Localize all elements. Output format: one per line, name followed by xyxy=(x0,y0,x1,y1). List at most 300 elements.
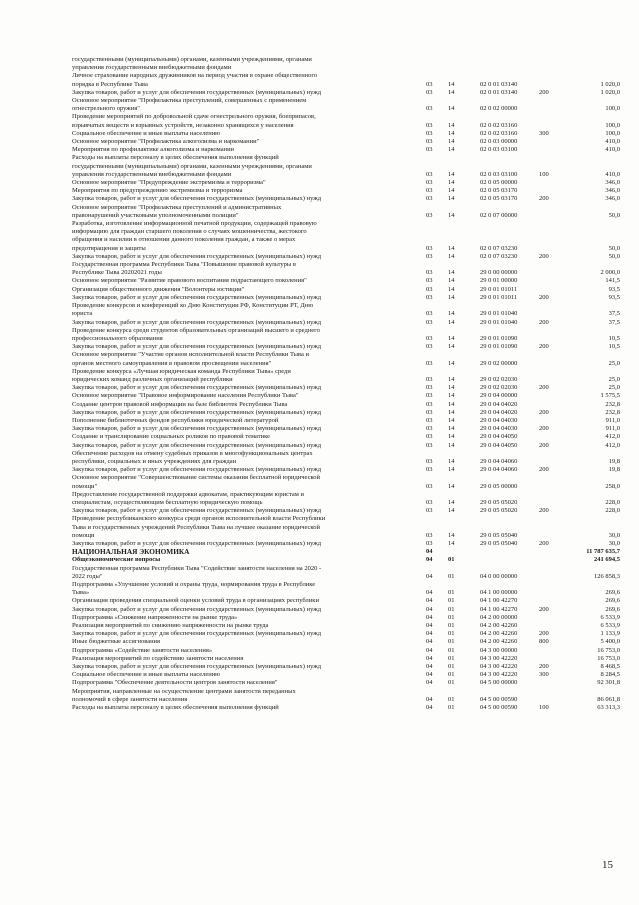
row-section: 03 xyxy=(426,507,433,515)
row-subsection: 14 xyxy=(448,80,455,88)
row-expense-type: 300 xyxy=(539,129,549,137)
row-amount: 10,5 xyxy=(608,334,620,342)
row-target-article: 02 0 02 00000 xyxy=(480,105,518,113)
row-target-article: 04 3 00 00000 xyxy=(480,646,518,654)
row-amount: 25,0 xyxy=(608,384,620,392)
row-subsection: 01 xyxy=(448,630,455,638)
table-row xyxy=(72,195,620,203)
row-target-article: 04 5 00 00590 xyxy=(480,704,518,712)
row-section: 03 xyxy=(426,539,433,547)
row-section: 04 xyxy=(426,548,433,556)
row-expense-type: 200 xyxy=(539,408,549,416)
row-target-article: 02 0 05 00000 xyxy=(480,179,518,187)
row-target-article: 29 0 04 04030 xyxy=(480,425,518,433)
row-subsection: 14 xyxy=(448,121,455,129)
table-row xyxy=(72,450,620,466)
table-row xyxy=(72,417,620,425)
row-amount: 228,0 xyxy=(605,498,620,506)
row-subsection: 14 xyxy=(448,187,455,195)
row-subsection: 01 xyxy=(448,556,455,564)
table-row xyxy=(72,688,620,704)
table-row xyxy=(72,327,620,343)
row-amount: 50,0 xyxy=(608,211,620,219)
table-row xyxy=(72,97,620,113)
row-amount: 410,0 xyxy=(605,146,620,154)
row-amount: 126 858,3 xyxy=(594,572,620,580)
row-target-article: 04 2 00 42260 xyxy=(480,638,518,646)
row-subsection: 14 xyxy=(448,293,455,301)
row-target-article: 04 1 00 42270 xyxy=(480,605,518,613)
row-expense-type: 300 xyxy=(539,671,549,679)
row-subsection: 14 xyxy=(448,252,455,260)
row-subsection: 14 xyxy=(448,318,455,326)
row-section: 03 xyxy=(426,384,433,392)
table-row xyxy=(72,146,620,154)
row-target-article: 29 0 01 01011 xyxy=(480,293,518,301)
row-expense-type: 200 xyxy=(539,195,549,203)
table-row xyxy=(72,425,620,433)
row-name: Мероприятия по предупреждению экстремизма и терроризма xyxy=(72,187,243,195)
row-subsection: 14 xyxy=(448,244,455,252)
row-name: Основное мероприятие "Совершенствование системы оказания бесплатной юридической помощи" xyxy=(72,474,321,490)
row-section: 04 xyxy=(426,556,433,564)
table-row xyxy=(72,663,620,671)
table-row xyxy=(72,556,620,564)
table-row xyxy=(72,294,620,302)
row-amount: 232,8 xyxy=(605,400,620,408)
table-row xyxy=(72,507,620,515)
row-name: Закупка товаров, работ и услуг для обеспечения государственных (муниципальных) нужд xyxy=(72,293,322,301)
row-amount: 25,0 xyxy=(608,375,620,383)
row-target-article: 29 0 01 01011 xyxy=(480,285,518,293)
row-subsection: 14 xyxy=(448,129,455,137)
row-section: 03 xyxy=(426,359,433,367)
row-name: Закупка товаров, работ и услуг для обеспечения государственных (муниципальных) нужд xyxy=(72,343,322,351)
row-expense-type: 100 xyxy=(539,704,549,712)
row-subsection: 14 xyxy=(448,170,455,178)
row-name: Основное мероприятие "Профилактика преступлений и административных правонарушений участковыми уполномоченными полиции" xyxy=(72,203,282,219)
row-subsection: 01 xyxy=(448,613,455,621)
row-section: 03 xyxy=(426,457,433,465)
row-amount: 30,0 xyxy=(608,539,620,547)
row-subsection: 14 xyxy=(448,285,455,293)
row-amount: 6 533,9 xyxy=(600,622,620,630)
row-amount: 37,5 xyxy=(608,318,620,326)
row-subsection: 01 xyxy=(448,572,455,580)
row-amount: 2 000,0 xyxy=(600,269,620,277)
row-name: Мероприятия, направленные на осуществление центрами занятости переданных полномочий в сфере занятости населения xyxy=(72,687,296,703)
row-target-article: 04 0 00 00000 xyxy=(480,572,518,580)
table-row xyxy=(72,187,620,195)
table-row xyxy=(72,261,620,277)
row-subsection: 01 xyxy=(448,704,455,712)
row-amount: 412,0 xyxy=(605,441,620,449)
row-subsection: 14 xyxy=(448,384,455,392)
row-target-article: 02 0 02 03160 xyxy=(480,129,518,137)
row-target-article: 29 0 04 04050 xyxy=(480,433,518,441)
table-row xyxy=(72,253,620,261)
table-row xyxy=(72,581,620,597)
row-target-article: 04 3 00 42220 xyxy=(480,663,518,671)
row-section: 03 xyxy=(426,482,433,490)
table-row xyxy=(72,277,620,285)
row-target-article: 02 0 03 03100 xyxy=(480,170,518,178)
row-name: Закупка товаров, работ и услуг для обеспечения государственных (муниципальных) нужд xyxy=(72,408,322,416)
row-name: Подпрограмма «Снижение напряженности на рынке труда» xyxy=(72,613,238,621)
row-target-article: 29 0 04 04020 xyxy=(480,400,518,408)
row-amount: 100,0 xyxy=(605,121,620,129)
row-expense-type: 200 xyxy=(539,343,549,351)
row-name: Государственная программа Республики Тыва "Повышение правовой культуры в Республике Тыва 20202021 годы xyxy=(72,261,296,277)
row-amount: 911,0 xyxy=(605,425,620,433)
row-amount: 346,0 xyxy=(605,179,620,187)
row-name: Закупка товаров, работ и услуг для обеспечения государственных (муниципальных) нужд xyxy=(72,441,322,449)
row-subsection: 14 xyxy=(448,359,455,367)
row-section: 04 xyxy=(426,654,433,662)
row-amount: 8 468,5 xyxy=(600,663,620,671)
row-amount: 25,0 xyxy=(608,359,620,367)
row-name: Проведение мероприятий по добровольной сдаче огнестрельного оружия, боеприпасов, взрывчатых веществ и взрывных устройств, незаконно хранящихся у населения xyxy=(72,113,316,129)
row-amount: 1 575,5 xyxy=(600,392,620,400)
row-expense-type: 200 xyxy=(539,630,549,638)
row-amount: 16 753,0 xyxy=(597,654,620,662)
row-subsection: 14 xyxy=(448,416,455,424)
row-section: 04 xyxy=(426,663,433,671)
table-row xyxy=(72,679,620,687)
row-target-article: 04 5 00 00590 xyxy=(480,695,518,703)
row-subsection: 01 xyxy=(448,597,455,605)
row-name: Иные бюджетные ассигнования xyxy=(72,638,161,646)
row-name: Подпрограмма "Обеспечение деятельности центров занятости населения" xyxy=(72,679,278,687)
table-row xyxy=(72,138,620,146)
row-section: 03 xyxy=(426,441,433,449)
table-row xyxy=(72,433,620,441)
row-target-article: 04 3 00 42220 xyxy=(480,654,518,662)
row-name: Проведение конкурса среди студентов образовательных организаций высшего и среднего профессионального образования xyxy=(72,326,320,342)
row-target-article: 02 0 03 03100 xyxy=(480,146,518,154)
row-section: 04 xyxy=(426,597,433,605)
row-subsection: 14 xyxy=(448,334,455,342)
row-target-article: 29 0 04 04060 xyxy=(480,466,518,474)
row-amount: 412,0 xyxy=(605,433,620,441)
table-row xyxy=(72,565,620,581)
row-target-article: 02 0 07 03230 xyxy=(480,252,518,260)
row-subsection: 14 xyxy=(448,195,455,203)
row-name: Организация проведения специальной оценки условий труда в организациях республики xyxy=(72,597,319,605)
row-target-article: 29 0 01 01040 xyxy=(480,310,518,318)
row-expense-type: 100 xyxy=(539,170,549,178)
row-subsection: 14 xyxy=(448,539,455,547)
row-name: Закупка товаров, работ и услуг для обеспечения государственных (муниципальных) нужд xyxy=(72,630,322,638)
row-target-article: 29 0 01 01090 xyxy=(480,334,518,342)
row-amount: 346,0 xyxy=(605,187,620,195)
row-subsection: 14 xyxy=(448,425,455,433)
row-subsection: 14 xyxy=(448,507,455,515)
table-row xyxy=(72,622,620,630)
row-expense-type: 200 xyxy=(539,507,549,515)
row-amount: 269,6 xyxy=(605,605,620,613)
table-row xyxy=(72,597,620,605)
row-amount: 1 020,0 xyxy=(600,80,620,88)
row-amount: 269,6 xyxy=(605,597,620,605)
row-target-article: 29 0 05 05040 xyxy=(480,531,518,539)
row-name: Подпрограмма «Содействие занятости населения» xyxy=(72,646,213,654)
row-section: 03 xyxy=(426,408,433,416)
row-amount: 86 061,8 xyxy=(597,695,620,703)
row-section: 03 xyxy=(426,531,433,539)
row-target-article: 29 0 02 02030 xyxy=(480,375,518,383)
table-row xyxy=(72,638,620,646)
row-name: Создание центров правовой информации на базе библиотек Республики Тыва xyxy=(72,400,288,408)
row-target-article: 04 2 00 00000 xyxy=(480,613,518,621)
row-amount: 50,0 xyxy=(608,244,620,252)
table-row xyxy=(72,401,620,409)
row-section: 03 xyxy=(426,375,433,383)
row-subsection: 14 xyxy=(448,343,455,351)
row-name: Расходы на выплаты персоналу в целях обеспечения выполнения функций xyxy=(72,704,279,712)
table-row xyxy=(72,343,620,351)
row-expense-type: 200 xyxy=(539,252,549,260)
row-amount: 30,0 xyxy=(608,531,620,539)
row-section: 04 xyxy=(426,605,433,613)
row-amount: 346,0 xyxy=(605,195,620,203)
table-row xyxy=(72,491,620,507)
table-row xyxy=(72,409,620,417)
row-subsection: 14 xyxy=(448,441,455,449)
row-name: Закупка товаров, работ и услуг для обеспечения государственных (муниципальных) нужд xyxy=(72,663,322,671)
table-row xyxy=(72,671,620,679)
row-name: Социальное обеспечение и иные выплаты населению xyxy=(72,671,221,679)
row-subsection: 14 xyxy=(448,400,455,408)
row-amount: 100,0 xyxy=(605,105,620,113)
row-subsection: 01 xyxy=(448,679,455,687)
row-section: 04 xyxy=(426,679,433,687)
row-amount: 5 400,0 xyxy=(600,638,620,646)
row-section: 03 xyxy=(426,244,433,252)
row-name: Общеэкономические вопросы xyxy=(72,556,161,564)
row-subsection: 14 xyxy=(448,138,455,146)
row-expense-type: 200 xyxy=(539,293,549,301)
row-name: Основное мероприятие "Участие органов исполнительной власти Республики Тыва и органов местного самоуправления в правовом просвещении населения" xyxy=(72,351,309,367)
table-row xyxy=(72,647,620,655)
row-subsection: 01 xyxy=(448,654,455,662)
row-name: Основное мероприятие "Предупреждение экстремизма и терроризма" xyxy=(72,179,266,187)
row-section: 03 xyxy=(426,293,433,301)
table-row xyxy=(72,154,620,179)
row-name: Закупка товаров, работ и услуг для обеспечения государственных (муниципальных) нужд xyxy=(72,605,322,613)
row-subsection: 14 xyxy=(448,408,455,416)
row-expense-type: 200 xyxy=(539,384,549,392)
row-section: 03 xyxy=(426,195,433,203)
row-expense-type: 200 xyxy=(539,88,549,96)
row-section: 04 xyxy=(426,613,433,621)
row-section: 03 xyxy=(426,277,433,285)
row-target-article: 02 0 05 03170 xyxy=(480,187,518,195)
row-section: 03 xyxy=(426,392,433,400)
row-target-article: 02 0 01 03140 xyxy=(480,80,518,88)
table-row xyxy=(72,474,620,490)
row-section: 03 xyxy=(426,105,433,113)
row-subsection: 14 xyxy=(448,433,455,441)
row-target-article: 04 2 00 42260 xyxy=(480,630,518,638)
row-amount: 269,6 xyxy=(605,589,620,597)
row-target-article: 02 0 03 00000 xyxy=(480,138,518,146)
row-name: Личное страхование народных дружинников на период участия в охране общественного порядка в Республике Тыва xyxy=(72,72,318,88)
row-subsection: 01 xyxy=(448,671,455,679)
row-section: 03 xyxy=(426,310,433,318)
row-subsection: 14 xyxy=(448,179,455,187)
row-section: 03 xyxy=(426,343,433,351)
row-amount: 241 694,5 xyxy=(594,556,620,564)
table-row xyxy=(72,606,620,614)
row-name: Закупка товаров, работ и услуг для обеспечения государственных (муниципальных) нужд xyxy=(72,425,322,433)
row-target-article: 29 0 05 05020 xyxy=(480,507,518,515)
row-target-article: 29 0 04 00000 xyxy=(480,392,518,400)
row-amount: 92 301,8 xyxy=(597,679,620,687)
row-expense-type: 800 xyxy=(539,638,549,646)
table-row xyxy=(72,130,620,138)
row-target-article: 04 3 00 42220 xyxy=(480,671,518,679)
row-expense-type: 200 xyxy=(539,663,549,671)
row-name: Закупка товаров, работ и услуг для обеспечения государственных (муниципальных) нужд xyxy=(72,88,322,96)
row-target-article: 29 0 05 00000 xyxy=(480,482,518,490)
row-target-article: 29 0 04 04060 xyxy=(480,457,518,465)
row-subsection: 14 xyxy=(448,457,455,465)
row-section: 04 xyxy=(426,695,433,703)
row-amount: 93,5 xyxy=(608,285,620,293)
row-target-article: 29 0 02 02030 xyxy=(480,384,518,392)
table-row xyxy=(72,72,620,88)
row-section: 03 xyxy=(426,187,433,195)
row-section: 04 xyxy=(426,671,433,679)
row-amount: 228,0 xyxy=(605,507,620,515)
row-expense-type: 200 xyxy=(539,605,549,613)
table-row xyxy=(72,56,620,72)
row-amount: 37,5 xyxy=(608,310,620,318)
row-name: Предоставление государственной поддержки адвокатам, практикующим юристам и специалистам, осуществляющим бесплатную юридическую помощь xyxy=(72,490,305,506)
table-row xyxy=(72,548,620,556)
row-name: Разработка, изготовление информационной печатной продукции, содержащей правовую информацию для граждан старшего поколения о случаях мошенничества, жестокого обращения и насилии в отношении данного поколения граждан, а также о мерах предотвращения и защиты xyxy=(72,220,317,252)
row-section: 03 xyxy=(426,170,433,178)
table-row xyxy=(72,89,620,97)
table-row xyxy=(72,384,620,392)
row-subsection: 14 xyxy=(448,482,455,490)
table-row xyxy=(72,368,620,384)
row-subsection: 01 xyxy=(448,622,455,630)
table-row xyxy=(72,319,620,327)
row-amount: 911,0 xyxy=(605,416,620,424)
row-amount: 11 787 635,7 xyxy=(586,548,620,556)
row-section: 03 xyxy=(426,179,433,187)
table-row xyxy=(72,392,620,400)
row-subsection: 14 xyxy=(448,105,455,113)
row-expense-type: 200 xyxy=(539,425,549,433)
row-section: 03 xyxy=(426,88,433,96)
table-row xyxy=(72,351,620,367)
row-amount: 50,0 xyxy=(608,252,620,260)
row-target-article: 29 0 04 04050 xyxy=(480,441,518,449)
row-amount: 410,0 xyxy=(605,138,620,146)
row-name: Расходы на выплаты персоналу в целях обеспечения выполнения функций государственными (муниципальными) органами, казенными учреждениями, органами управления государственными внебюджетными фондами xyxy=(72,154,312,178)
row-target-article: 29 0 05 05040 xyxy=(480,539,518,547)
row-amount: 93,5 xyxy=(608,293,620,301)
table-row xyxy=(72,704,620,712)
row-subsection: 14 xyxy=(448,466,455,474)
row-subsection: 01 xyxy=(448,638,455,646)
row-name: Закупка товаров, работ и услуг для обеспечения государственных (муниципальных) нужд xyxy=(72,507,322,515)
row-name: Закупка товаров, работ и услуг для обеспечения государственных (муниципальных) нужд xyxy=(72,384,322,392)
table-row xyxy=(72,540,620,548)
row-name: Мероприятия по профилактике алкоголизма и наркомании xyxy=(72,146,235,154)
row-amount: 100,0 xyxy=(605,129,620,137)
table-row xyxy=(72,302,620,318)
row-amount: 1 133,9 xyxy=(600,630,620,638)
row-section: 03 xyxy=(426,466,433,474)
row-name: Проведение конкурсов и конференций ко Дню Конституции РФ, Конституции РТ, Дню юриста xyxy=(72,302,314,318)
row-name: Государственная программа Республики Тыва "Содействие занятости населения на 2020 - 2022 годы" xyxy=(72,564,322,580)
row-target-article: 02 0 07 00000 xyxy=(480,211,518,219)
row-target-article: 29 0 02 00000 xyxy=(480,359,518,367)
row-amount: 8 284,5 xyxy=(600,671,620,679)
row-name: Обеспечение расходов на отмену судебных приказов в многофункциональных центрах республики, социальных и иных учреждениях для граждан xyxy=(72,449,313,465)
row-section: 03 xyxy=(426,269,433,277)
row-subsection: 14 xyxy=(448,310,455,318)
row-name: Социальное обеспечение и иные выплаты населению xyxy=(72,129,221,137)
row-subsection: 01 xyxy=(448,695,455,703)
row-name: Подпрограмма «Улучшение условий и охраны труда, нормирования труда в Республике Тыва» xyxy=(72,581,316,597)
row-amount: 10,5 xyxy=(608,343,620,351)
row-section: 04 xyxy=(426,646,433,654)
table-row xyxy=(72,630,620,638)
row-subsection: 01 xyxy=(448,663,455,671)
row-target-article: 29 0 05 05020 xyxy=(480,498,518,506)
row-section: 03 xyxy=(426,80,433,88)
row-amount: 16 753,0 xyxy=(597,646,620,654)
row-subsection: 14 xyxy=(448,269,455,277)
row-subsection: 14 xyxy=(448,88,455,96)
row-target-article: 29 0 04 04020 xyxy=(480,408,518,416)
row-expense-type: 200 xyxy=(539,466,549,474)
row-subsection: 01 xyxy=(448,646,455,654)
row-subsection: 14 xyxy=(448,146,455,154)
row-name: Основное мероприятие "Профилактика алкоголизма и наркомании" xyxy=(72,138,260,146)
row-subsection: 14 xyxy=(448,392,455,400)
row-expense-type: 200 xyxy=(539,441,549,449)
row-subsection: 14 xyxy=(448,211,455,219)
row-section: 04 xyxy=(426,638,433,646)
row-name: Организация общественного движения "Волонтеры юстиции" xyxy=(72,285,245,293)
row-name: Проведение конкурса «Лучшая юридическая команда Республики Тыва» среди юридических команд различных организаций республики xyxy=(72,367,291,383)
row-target-article: 04 1 00 00000 xyxy=(480,589,518,597)
row-subsection: 01 xyxy=(448,605,455,613)
row-subsection: 01 xyxy=(448,589,455,597)
row-subsection: 14 xyxy=(448,375,455,383)
row-section: 03 xyxy=(426,416,433,424)
table-row xyxy=(72,179,620,187)
row-target-article: 04 5 00 00000 xyxy=(480,679,518,687)
row-name: НАЦИОНАЛЬНАЯ ЭКОНОМИКА xyxy=(72,548,190,557)
row-amount: 232,8 xyxy=(605,408,620,416)
table-row xyxy=(72,614,620,622)
row-name: государственными (муниципальными) органами, казенными учреждениями, органами управления государственными внебюджетными фондами xyxy=(72,56,312,72)
row-section: 04 xyxy=(426,630,433,638)
row-section: 03 xyxy=(426,146,433,154)
row-section: 03 xyxy=(426,252,433,260)
row-name: Реализация мероприятий по содействию занятости населения xyxy=(72,654,244,662)
table-row xyxy=(72,204,620,220)
row-target-article: 02 0 05 03170 xyxy=(480,195,518,203)
row-section: 03 xyxy=(426,498,433,506)
